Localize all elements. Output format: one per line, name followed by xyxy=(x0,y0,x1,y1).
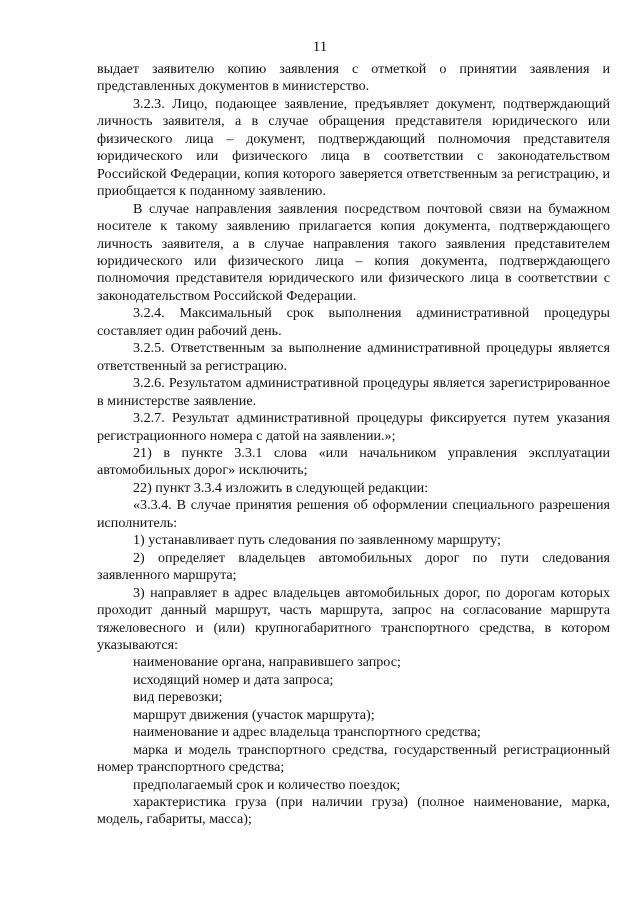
paragraph: 3.2.7. Результат административной процедуры фиксируется путем указания регистрационного номера с датой на заявлении.»; xyxy=(97,410,610,444)
paragraph: 3.2.6. Результатом административной процедуры является зарегистрированное в министерстве заявление. xyxy=(97,375,610,409)
paragraph: 3.2.3. Лицо, подающее заявление, предъявляет документ, подтверждающий личность заявителя, а в случае обращения представителя юридического или физического лица – документ, подтверждающий полномочия представителя юридического или физического лица в соответствии с законодательством Российской Федерации, копия которого заверяется ответственным за регистрацию, и приобщается к поданному заявлению. xyxy=(97,95,610,200)
paragraph: «3.3.4. В случае принятия решения об оформлении специального разрешения исполнитель: xyxy=(97,497,610,531)
paragraph: 3.2.5. Ответственным за выполнение административной процедуры является ответственный за регистрацию. xyxy=(97,340,610,374)
paragraph: характеристика груза (при наличии груза) (полное наименование, марка, модель, габариты, масса); xyxy=(97,794,610,828)
paragraph: 3.2.4. Максимальный срок выполнения административной процедуры составляет один рабочий день. xyxy=(97,305,610,339)
paragraph: наименование органа, направившего запрос; xyxy=(133,654,401,671)
paragraph: маршрут движения (участок маршрута); xyxy=(133,706,375,723)
paragraph: выдает заявителю копию заявления с отметкой о принятии заявления и представленных документов в министерство. xyxy=(97,61,610,95)
paragraph: 22) пункт 3.3.4 изложить в следующей редакции: xyxy=(133,479,429,496)
paragraph: марка и модель транспортного средства, государственный регистрационный номер транспортного средства; xyxy=(97,741,610,776)
paragraph: 1) устанавливает путь следования по заявленному маршруту; xyxy=(133,532,501,549)
paragraph: вид перевозки; xyxy=(133,689,223,706)
document-body xyxy=(97,61,610,829)
paragraph: 2) определяет владельцев автомобильных дорог по пути следования заявленного маршрута; xyxy=(97,549,610,584)
paragraph: 21) в пункте 3.3.1 слова «или начальником управления эксплуатации автомобильных дорог» исключить; xyxy=(97,444,610,479)
paragraph: наименование и адрес владельца транспортного средства; xyxy=(133,724,481,741)
paragraph: исходящий номер и дата запроса; xyxy=(133,671,334,688)
paragraph: В случае направления заявления посредством почтовой связи на бумажном носителе к такому заявлению прилагается копия документа, подтверждающего личность заявителя, а в случае направления такого заявления представителем юридического или физического лица – копия документа, подтверждающего полномочия представителя юридического или физического лица в соответствии с законодательством Российской Федерации. xyxy=(97,200,610,304)
page-number: 11 xyxy=(312,39,328,55)
paragraph: предполагаемый срок и количество поездок; xyxy=(133,776,401,793)
paragraph: 3) направляет в адрес владельцев автомобильных дорог, по дорогам которых проходит данный маршрут, часть маршрута, запрос на согласование маршрута тяжеловесного и (или) крупногабаритного транспортного средства, в котором указываются: xyxy=(97,584,610,653)
